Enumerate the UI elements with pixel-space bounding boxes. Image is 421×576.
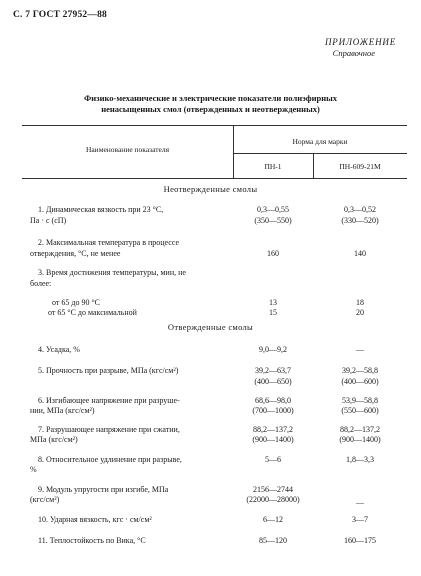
row-3-label-a: 3. Время достижения температуры, мин, не (38, 268, 186, 277)
row-1-pn1-a: 0,3—0,55 (257, 205, 289, 214)
table-title-line-1: Физико-механические и электрические показатели полиэфирных (83, 93, 338, 103)
row-3-label-b: более: (30, 279, 52, 288)
row-3a-label: от 65 до 90 °С (52, 298, 100, 307)
row-9-label-a: 9. Модуль упругости при изгибе, МПа (38, 485, 169, 494)
section-uncured: Неотвержденные смолы (163, 184, 258, 194)
row-7-pn609-a: 88,2—137,2 (340, 425, 380, 434)
row-1-label-a: 1. Динамическая вязкость при 23 °С, (38, 205, 164, 214)
column-header-pn609: ПН-609-21М (339, 162, 381, 171)
column-header-name: Наименование показателя (85, 145, 170, 154)
row-4-pn1: 9,0—9,2 (259, 345, 287, 354)
row-1-pn1-b: (350—550) (254, 216, 292, 225)
row-7-pn1-b: (900—1400) (252, 435, 294, 444)
row-6-pn609-b: (550—600) (341, 406, 379, 415)
row-2-label-b: отверждения, °С, не менее (30, 249, 121, 258)
row-5-pn609-b: (400—600) (341, 377, 379, 386)
row-3b-pn1: 15 (269, 308, 277, 317)
row-7-pn1-a: 88,2—137,2 (253, 425, 293, 434)
row-4-pn609: — (356, 345, 364, 354)
row-10-pn609: 3—7 (352, 515, 368, 524)
row-11-pn609: 160—175 (344, 536, 376, 545)
row-10-pn1: 6—12 (263, 515, 283, 524)
row-6-pn609-a: 53,9—58,8 (342, 396, 378, 405)
section-cured: Отвержденные смолы (167, 322, 254, 332)
row-2-pn609: 140 (354, 249, 366, 258)
column-header-pn1: ПН-1 (264, 162, 282, 171)
row-9-label-b: (кгс/см²) (30, 495, 60, 504)
row-3a-pn609: 18 (356, 298, 364, 307)
header-bottom-rule (22, 178, 407, 179)
row-1-pn609-b: (330—520) (341, 216, 379, 225)
row-3b-pn609: 20 (356, 308, 364, 317)
row-7-pn609-b: (900—1400) (339, 435, 381, 444)
row-8-pn609: 1,8—3,3 (346, 455, 374, 464)
row-9-pn1-b: (22000—28000) (246, 495, 300, 504)
row-9-pn1-a: 2156—2744 (253, 485, 293, 494)
row-10-label: 10. Ударная вязкость, кгс · см/см² (38, 515, 152, 524)
row-7-label-a: 7. Разрушающее напряжение при сжатии, (38, 425, 180, 434)
row-4-label: 4. Усадка, % (38, 345, 80, 354)
row-5-pn1-b: (400—650) (254, 377, 292, 386)
row-6-pn1-a: 68,6—98,0 (255, 396, 291, 405)
page-header: С. 7 ГОСТ 27952—88 (13, 10, 107, 20)
row-7-label-b: МПа (кгс/см²) (30, 435, 78, 444)
appendix-subtitle: Справочное (332, 48, 375, 58)
row-5-label: 5. Прочность при разрыве, МПа (кгс/см²) (38, 366, 179, 375)
row-6-label-b: нии, МПа (кгс/см²) (30, 406, 95, 415)
row-11-label: 11. Теплостойкость по Вика, °С (38, 536, 146, 545)
row-1-label-b: Па · с (сП) (30, 216, 67, 225)
row-2-label-a: 2. Максимальная температура в процессе (38, 238, 180, 247)
table-top-rule (22, 125, 407, 126)
row-6-pn1-b: (700—1000) (252, 406, 294, 415)
row-2-pn1: 160 (267, 249, 279, 258)
header-mid-rule (233, 153, 407, 154)
appendix-title: ПРИЛОЖЕНИЕ (325, 37, 396, 47)
row-8-label-a: 8. Относительное удлинение при разрыве, (38, 455, 182, 464)
row-9-pn609: — (356, 498, 364, 507)
row-5-pn609-a: 39,2—58,8 (342, 366, 378, 375)
row-8-pn1: 5—6 (265, 455, 281, 464)
row-11-pn1: 85—120 (259, 536, 287, 545)
row-1-pn609-a: 0,3—0,52 (344, 205, 376, 214)
row-3a-pn1: 13 (269, 298, 277, 307)
row-5-pn1-a: 39,2—63,7 (255, 366, 291, 375)
row-3b-label: от 65 °С до максимальной (48, 308, 137, 317)
column-header-norm: Норма для марки (292, 137, 348, 146)
row-6-label-a: 6. Изгибающее напряжение при разруше- (38, 396, 180, 405)
table-title-line-2: ненасыщенных смол (отвержденных и неотвержденных) (101, 104, 320, 114)
row-8-label-b: % (30, 465, 37, 474)
